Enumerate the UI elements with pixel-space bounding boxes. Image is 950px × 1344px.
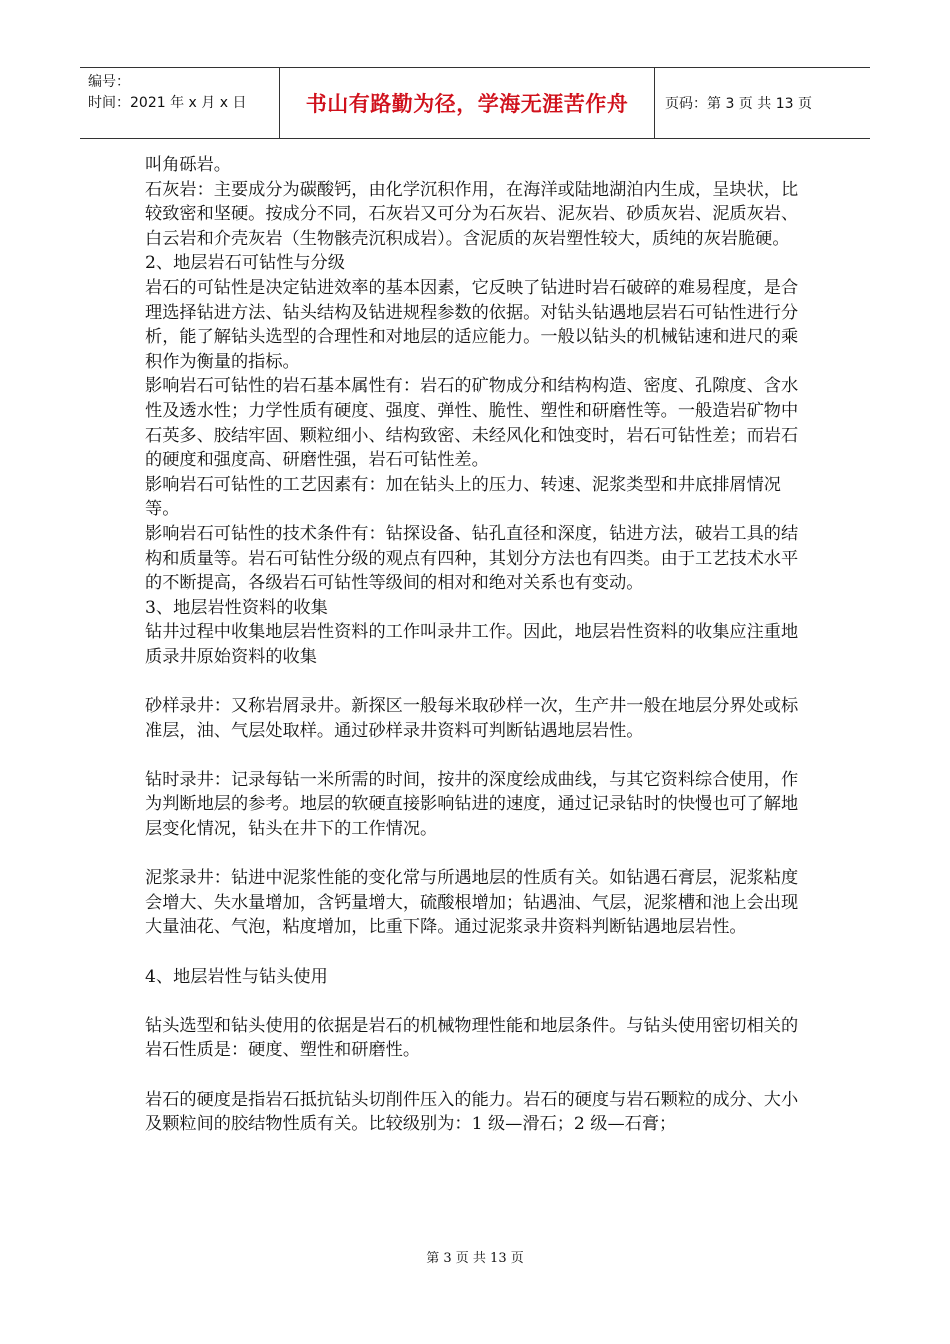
paragraph: 泥浆录井：钻进中泥浆性能的变化常与所遇地层的性质有关。如钻遇石膏层，泥浆粘度会增大、失水量增加，含钙量增大，硫酸根增加；钻遇油、气层，泥浆槽和池上会出现大量油花、气泡，粘度增加，比重下降。通过泥浆录井资料判断钻遇地层岩性。 <box>145 868 799 938</box>
header-motto: 书山有路勤为径，学海无涯苦作舟 <box>280 68 655 138</box>
paragraph: 钻井过程中收集地层岩性资料的工作叫录井工作。因此，地层岩性资料的收集应注重地质录井原始资料的收集 <box>145 622 799 667</box>
header-page-info: 页码：第 3 页 共 13 页 <box>665 96 812 112</box>
section-heading: 4、地层岩性与钻头使用 <box>145 966 328 987</box>
paragraph: 影响岩石可钻性的工艺因素有：加在钻头上的压力、转速、泥浆类型和井底排屑情况等。 <box>145 474 781 520</box>
document-number-label: 编号： <box>88 74 130 90</box>
section-heading: 3、地层岩性资料的收集 <box>145 597 328 618</box>
document-body <box>145 153 805 1137</box>
paragraph: 石灰岩：主要成分为碳酸钙，由化学沉积作用，在海洋或陆地湖泊内生成，呈块状，比较致密和坚硬。按成分不同，石灰岩又可分为石灰岩、泥灰岩、砂质灰岩、泥质灰岩、白云岩和介壳灰岩（生物骸壳沉积成岩）。含泥质的灰岩塑性较大，质纯的灰岩脆硬。 <box>145 179 799 249</box>
paragraph: 岩石的可钻性是决定钻进效率的基本因素，它反映了钻进时岩石破碎的难易程度，是合理选择钻进方法、钻头结构及钻进规程参数的依据。对钻头钻遇地层岩石可钻性进行分析，能了解钻头选型的合理性和对地层的适应能力。一般以钻头的机械钻速和进尺的乘积作为衡量的指标。 <box>145 277 799 372</box>
section-heading: 2、地层岩石可钻性与分级 <box>145 253 345 274</box>
blank-line <box>145 743 805 768</box>
paragraph: 钻头选型和钻头使用的依据是岩石的机械物理性能和地层条件。与钻头使用密切相关的岩石性质是：硬度、塑性和研磨性。 <box>145 1015 799 1061</box>
header-meta <box>80 68 280 138</box>
blank-line <box>145 989 805 1014</box>
page-footer: 第 3 页 共 13 页 <box>426 1251 524 1266</box>
document-time-label: 时间：2021 年 x 月 x 日 <box>88 95 247 111</box>
paragraph: 钻时录井：记录每钻一米所需的时间，按井的深度绘成曲线，与其它资料综合使用，作为判断地层的参考。地层的软硬直接影响钻进的速度，通过记录钻时的快慢也可了解地层变化情况，钻头在井下的工作情况。 <box>145 769 799 840</box>
page-header <box>80 67 870 139</box>
blank-line <box>145 940 805 965</box>
blank-line <box>145 842 805 867</box>
paragraph: 砂样录井：又称岩屑录井。新探区一般每米取砂样一次，生产井一般在地层分界处或标准层，油、气层处取样。通过砂样录井资料可判断钻遇地层岩性。 <box>145 696 799 741</box>
blank-line <box>145 1063 805 1088</box>
paragraph: 叫角砾岩。 <box>145 155 231 175</box>
blank-line <box>145 669 805 694</box>
paragraph: 影响岩石可钻性的岩石基本属性有：岩石的矿物成分和结构构造、密度、孔隙度、含水性及透水性；力学性质有硬度、强度、弹性、脆性、塑性和研磨性等。一般造岩矿物中石英多、胶结牢固、颗粒细小、结构致密、未经风化和蚀变时，岩石可钻性差；而岩石的硬度和强度高、研磨性强，岩石可钻性差。 <box>145 376 799 471</box>
paragraph: 岩石的硬度是指岩石抵抗钻头切削件压入的能力。岩石的硬度与岩石颗粒的成分、大小及颗粒间的胶结物性质有关。比较级别为：1 级—滑石；2 级—石膏； <box>145 1089 799 1135</box>
paragraph: 影响岩石可钻性的技术条件有：钻探设备、钻孔直径和深度，钻进方法，破岩工具的结构和质量等。岩石可钻性分级的观点有四种，其划分方法也有四类。由于工艺技术水平的不断提高，各级岩石可钻性等级间的相对和绝对关系也有变动。 <box>145 523 799 594</box>
